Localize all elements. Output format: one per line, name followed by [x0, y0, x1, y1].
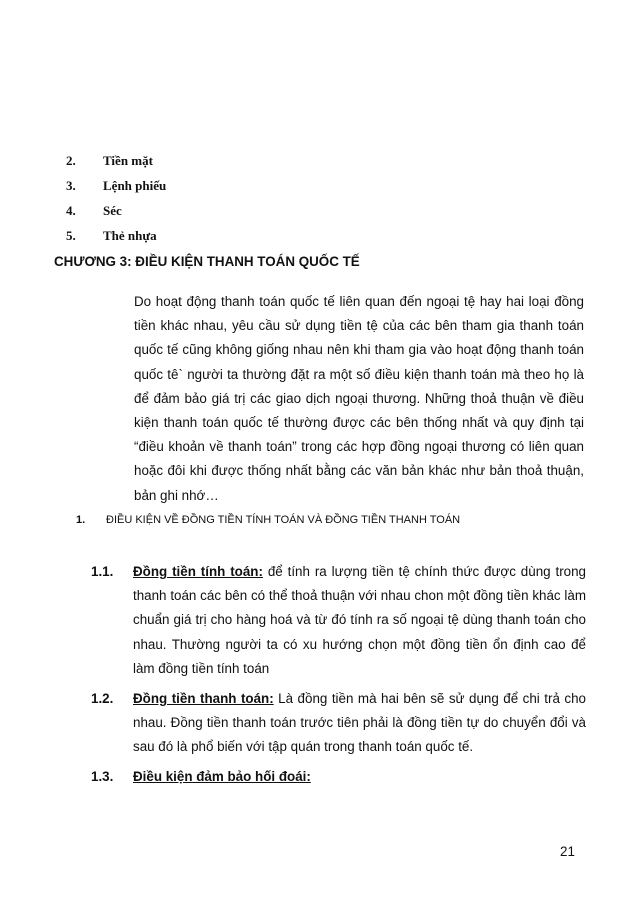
page-number: 21	[560, 844, 575, 859]
list-item-label: Tiền mặt	[103, 153, 153, 168]
subsection-number: 1.2.	[91, 691, 114, 706]
list-item-label: Lệnh phiếu	[103, 178, 167, 193]
list-item	[66, 198, 166, 223]
list-item	[66, 173, 166, 198]
list-item-number: 2.	[66, 153, 76, 168]
section-title: ĐIỀU KIỆN VỀ ĐỒNG TIỀN TÍNH TOÁN VÀ ĐỒNG TIỀN THANH TOÁN	[106, 514, 461, 526]
intro-paragraph: Do hoạt động thanh toán quốc tế liên quan đến ngoại tệ hay hai loại đồng tiền khác nhau, yêu cầu sử dụng tiền tệ của các bên tham gia thanh toán quốc tế cũng không giống nhau nên khi tham gia vào hoạt động thanh toán quốc tê` người ta thường đặt ra một số điều kiện thanh toán mà theo họ là để đảm bảo giá trị các giao dịch ngoại thương. Những thoả thuận về điều kiện thanh toán quốc tế thường được các bên thống nhất và quy định tại “điều khoản về thanh toán” trong các hợp đồng ngoại thương có liên quan hoặc đôi khi được thống nhất bằng các văn bản khác như bản thoả thuận, bản ghi nhớ…	[134, 294, 584, 503]
subsection-number: 1.1.	[91, 564, 114, 579]
list-item-number: 3.	[66, 178, 76, 193]
subsection-term: Điều kiện đảm bảo hối đoái:	[133, 769, 311, 784]
subsection-term: Đồng tiền tính toán:	[133, 564, 263, 579]
list-item-number: 5.	[66, 228, 76, 243]
chapter-title: CHƯƠNG 3: ĐIỀU KIỆN THANH TOÁN QUỐC TẾ	[54, 254, 360, 269]
list-item-number: 4.	[66, 203, 76, 218]
list-item	[66, 148, 166, 173]
subsection-body	[133, 687, 586, 760]
subsection	[91, 687, 586, 760]
section-heading	[76, 514, 460, 526]
subsection-body	[133, 560, 586, 681]
list-item-label: Séc	[103, 203, 122, 218]
list-item-label: Thẻ nhựa	[103, 228, 157, 243]
subsection	[91, 765, 586, 789]
numbered-list	[66, 148, 166, 248]
subsection	[91, 560, 586, 681]
list-item	[66, 223, 166, 248]
section-number: 1.	[76, 514, 86, 526]
subsection-body	[133, 765, 586, 789]
subsection-text: Là đồng tiền mà hai bên sẽ sử dụng để chi trả cho nhau. Đồng tiền thanh toán trước tiên phải là đồng tiền tự do chuyển đổi và sau đó là phổ biến với tập quán trong thanh toán quốc tế.	[133, 691, 586, 755]
subsection-text: để tính ra lượng tiền tệ chính thức được dùng trong thanh toán các bên có thể thoả thuận với nhau chon một đồng tiền khác làm chuẩn giá trị cho hàng hoá và từ đó tính ra số ngoại tệ dùng thanh toán cho nhau. Thường người ta có xu hướng chọn một đồng tiền ổn định cao để làm đồng tiền tính toán	[133, 564, 586, 676]
subsection-number: 1.3.	[91, 769, 114, 784]
subsection-term: Đồng tiền thanh toán:	[133, 691, 274, 706]
